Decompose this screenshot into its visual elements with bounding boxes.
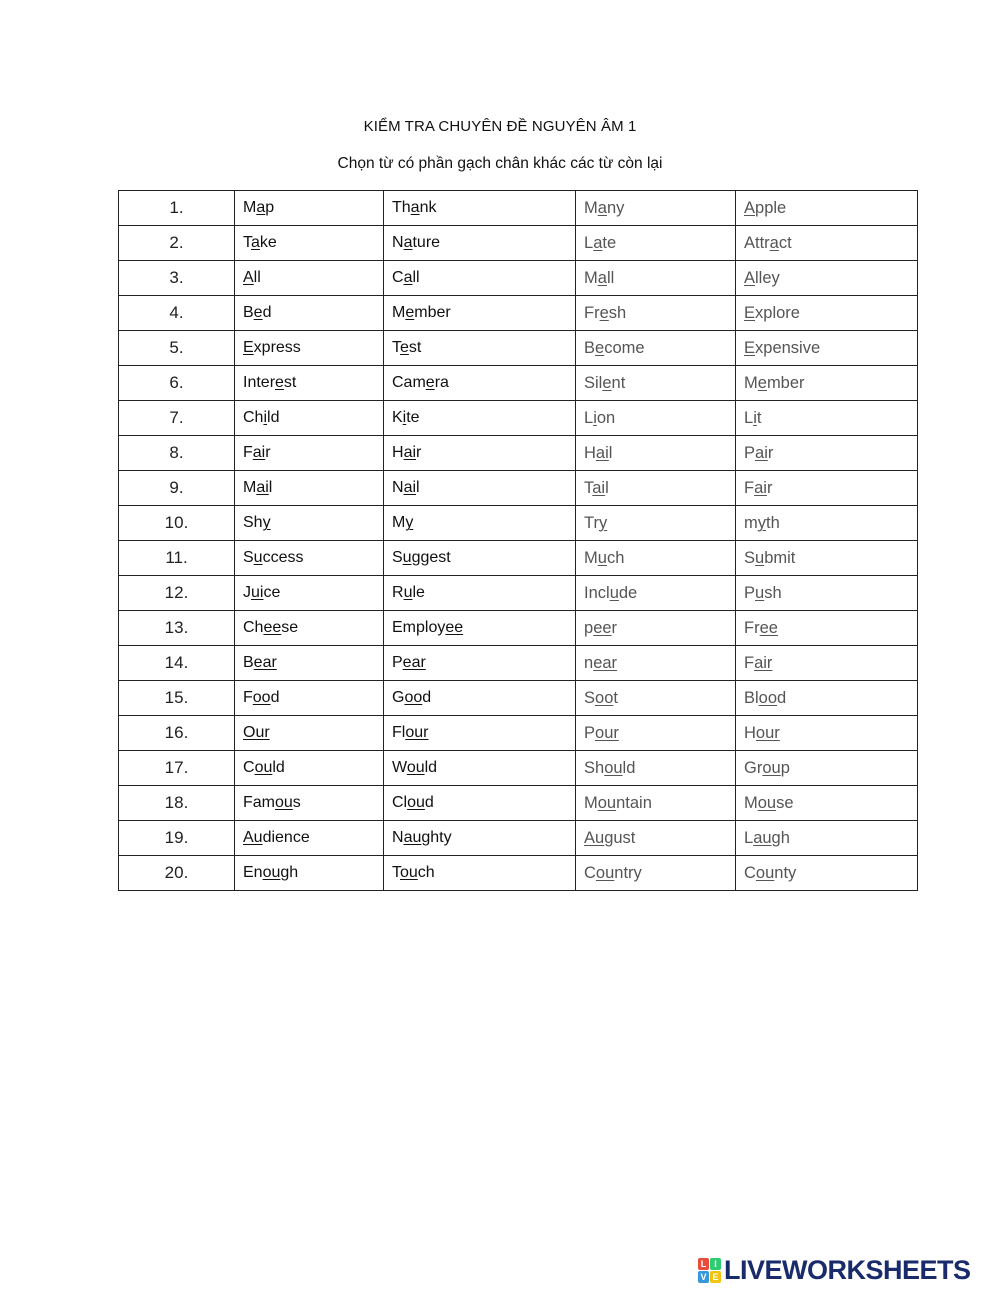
- word-text: Lit: [744, 408, 762, 427]
- word-text: Flour: [392, 724, 429, 741]
- word-text: Submit: [744, 548, 796, 567]
- page-title: KIỂM TRA CHUYÊN ĐỀ NGUYÊN ÂM 1: [363, 118, 637, 135]
- word-option-1[interactable]: [235, 331, 384, 366]
- word-text: My: [392, 514, 414, 531]
- word-text: near: [584, 653, 618, 672]
- underlined-vowel: oo: [404, 689, 423, 706]
- word-option-4[interactable]: [736, 821, 918, 856]
- page-subtitle: Chọn từ có phần gạch chân khác các từ còn lại: [337, 155, 663, 172]
- word-option-1[interactable]: [235, 296, 384, 331]
- word-option-1[interactable]: [235, 646, 384, 681]
- underlined-vowel: ou: [400, 864, 418, 881]
- question-number: 18.: [119, 786, 235, 821]
- word-text: Expensive: [744, 338, 821, 357]
- word-text: Fair: [744, 653, 773, 672]
- logo-text: LIVEWORKSHEETS: [724, 1254, 971, 1285]
- underlined-vowel: ee: [445, 619, 464, 636]
- underlined-vowel: i: [402, 409, 407, 426]
- question-number: 5.: [119, 331, 235, 366]
- word-text: Pour: [584, 723, 619, 742]
- underlined-vowel: A: [744, 198, 756, 217]
- underlined-vowel: ee: [759, 618, 778, 637]
- underlined-vowel: ou: [597, 793, 617, 812]
- word-option-2[interactable]: [384, 401, 576, 436]
- underlined-vowel: i: [753, 408, 757, 427]
- word-text: Take: [243, 234, 277, 251]
- logo-tile: E: [710, 1271, 721, 1283]
- word-option-4[interactable]: [736, 611, 918, 646]
- word-option-1[interactable]: [235, 401, 384, 436]
- word-option-4[interactable]: [736, 681, 918, 716]
- word-option-2[interactable]: [384, 821, 576, 856]
- question-number: 7.: [119, 401, 235, 436]
- word-option-1[interactable]: [235, 611, 384, 646]
- word-option-4[interactable]: [736, 191, 918, 226]
- word-option-2[interactable]: [384, 681, 576, 716]
- underlined-vowel: ai: [252, 444, 266, 461]
- underlined-vowel: y: [262, 514, 271, 531]
- underlined-vowel: e: [400, 339, 409, 356]
- word-text: peer: [584, 618, 618, 637]
- word-text: Lion: [584, 408, 616, 427]
- word-text: Mountain: [584, 793, 652, 812]
- underlined-vowel: e: [425, 374, 435, 391]
- word-option-4[interactable]: [736, 401, 918, 436]
- word-text: Food: [243, 689, 280, 706]
- word-text: Mall: [584, 268, 615, 287]
- word-option-2[interactable]: [384, 856, 576, 891]
- word-option-2[interactable]: [384, 576, 576, 611]
- word-text: Mail: [243, 479, 273, 496]
- word-option-4[interactable]: [736, 541, 918, 576]
- word-text: Juice: [243, 584, 281, 601]
- underlined-vowel: oo: [595, 688, 614, 707]
- underlined-vowel: a: [593, 233, 603, 252]
- underlined-vowel: e: [602, 373, 612, 392]
- word-option-4[interactable]: [736, 331, 918, 366]
- table-row: [119, 436, 918, 471]
- underlined-vowel: a: [597, 198, 607, 217]
- underlined-vowel: ai: [403, 444, 417, 461]
- word-text: Include: [584, 583, 638, 602]
- word-text: Attract: [744, 233, 792, 252]
- underlined-vowel: i: [593, 408, 597, 427]
- underlined-vowel: y: [405, 514, 414, 531]
- word-option-2[interactable]: [384, 716, 576, 751]
- word-option-2[interactable]: [384, 611, 576, 646]
- word-option-2[interactable]: [384, 261, 576, 296]
- underlined-vowel: u: [609, 583, 619, 602]
- table-row: [119, 191, 918, 226]
- vowel-quiz-table: [118, 190, 918, 891]
- word-option-4[interactable]: [736, 856, 918, 891]
- underlined-vowel: u: [755, 583, 765, 602]
- word-text: myth: [744, 513, 780, 532]
- question-number: 14.: [119, 646, 235, 681]
- word-option-1[interactable]: [235, 366, 384, 401]
- underlined-vowel: ai: [403, 479, 417, 496]
- underlined-vowel: ou: [406, 759, 425, 776]
- word-option-3[interactable]: [576, 716, 736, 751]
- word-text: Test: [392, 339, 422, 356]
- underlined-vowel: ou: [407, 794, 425, 811]
- word-option-1[interactable]: [235, 751, 384, 786]
- word-text: Cloud: [392, 794, 434, 811]
- word-option-4[interactable]: [736, 436, 918, 471]
- word-text: Member: [392, 304, 451, 321]
- logo-tile: V: [698, 1271, 709, 1283]
- word-option-2[interactable]: [384, 646, 576, 681]
- word-option-1[interactable]: [235, 541, 384, 576]
- word-option-2[interactable]: [384, 751, 576, 786]
- word-text: Late: [584, 233, 617, 252]
- word-option-1[interactable]: [235, 261, 384, 296]
- word-option-1[interactable]: [235, 576, 384, 611]
- underlined-vowel: our: [595, 723, 619, 742]
- word-text: Mouse: [744, 793, 794, 812]
- underlined-vowel: ai: [592, 478, 606, 497]
- question-number: 16.: [119, 716, 235, 751]
- word-option-2[interactable]: [384, 191, 576, 226]
- word-option-3[interactable]: [576, 296, 736, 331]
- word-option-4[interactable]: [736, 296, 918, 331]
- underlined-vowel: e: [253, 304, 263, 321]
- underlined-vowel: u: [253, 549, 263, 566]
- question-number: 10.: [119, 506, 235, 541]
- logo-tile: I: [710, 1258, 721, 1270]
- question-number: 11.: [119, 541, 235, 576]
- table-row: [119, 681, 918, 716]
- word-option-4[interactable]: [736, 576, 918, 611]
- word-text: Express: [243, 339, 301, 356]
- underlined-vowel: e: [405, 304, 415, 321]
- underlined-vowel: E: [744, 303, 756, 322]
- word-text: Pear: [392, 654, 426, 671]
- word-option-4[interactable]: [736, 506, 918, 541]
- word-text: August: [584, 828, 636, 847]
- underlined-vowel: ear: [253, 654, 277, 671]
- word-option-1[interactable]: [235, 786, 384, 821]
- table-row: [119, 401, 918, 436]
- question-number: 2.: [119, 226, 235, 261]
- underlined-vowel: u: [402, 549, 412, 566]
- underlined-vowel: au: [403, 829, 422, 846]
- table-row: [119, 506, 918, 541]
- question-number: 8.: [119, 436, 235, 471]
- underlined-vowel: ai: [595, 443, 609, 462]
- logo-tile: L: [698, 1258, 709, 1270]
- word-text: Naughty: [392, 829, 452, 846]
- word-option-2[interactable]: [384, 436, 576, 471]
- word-text: Thank: [392, 199, 437, 216]
- word-option-3[interactable]: [576, 226, 736, 261]
- underlined-vowel: ee: [593, 618, 612, 637]
- word-text: Audience: [243, 829, 310, 846]
- logo-mark-icon: [698, 1258, 721, 1283]
- word-option-3[interactable]: [576, 401, 736, 436]
- word-text: Kite: [392, 409, 420, 426]
- underlined-vowel: E: [243, 339, 254, 356]
- word-option-4[interactable]: [736, 786, 918, 821]
- underlined-vowel: our: [755, 723, 780, 742]
- table-row: [119, 296, 918, 331]
- word-option-2[interactable]: [384, 506, 576, 541]
- word-option-3[interactable]: [576, 191, 736, 226]
- table-row: [119, 471, 918, 506]
- underlined-vowel: a: [403, 269, 413, 286]
- word-option-4[interactable]: [736, 646, 918, 681]
- word-text: Tail: [584, 478, 609, 497]
- word-option-2[interactable]: [384, 541, 576, 576]
- underlined-vowel: Au: [243, 829, 263, 846]
- word-text: Hail: [584, 443, 613, 462]
- underlined-vowel: u: [403, 584, 413, 601]
- underlined-vowel: a: [769, 233, 779, 252]
- question-number: 4.: [119, 296, 235, 331]
- word-option-3[interactable]: [576, 436, 736, 471]
- word-option-1[interactable]: [235, 436, 384, 471]
- table-row: [119, 331, 918, 366]
- underlined-vowel: ai: [755, 443, 768, 462]
- underlined-vowel: ear: [402, 654, 426, 671]
- word-text: Good: [392, 689, 432, 706]
- underlined-vowel: ou: [262, 864, 281, 881]
- underlined-vowel: u: [597, 548, 607, 567]
- table-row: [119, 646, 918, 681]
- word-option-2[interactable]: [384, 226, 576, 261]
- underlined-vowel: a: [256, 199, 266, 216]
- word-text: Fair: [243, 444, 271, 461]
- word-option-1[interactable]: [235, 821, 384, 856]
- underlined-vowel: a: [597, 268, 607, 287]
- table-row: [119, 261, 918, 296]
- word-option-1[interactable]: [235, 856, 384, 891]
- word-text: Would: [392, 759, 438, 776]
- word-text: Much: [584, 548, 625, 567]
- underlined-vowel: ou: [755, 863, 775, 882]
- word-option-2[interactable]: [384, 331, 576, 366]
- underlined-vowel: ai: [754, 478, 767, 497]
- word-text: Touch: [392, 864, 435, 881]
- underlined-vowel: air: [754, 653, 773, 672]
- word-option-3[interactable]: [576, 576, 736, 611]
- table-row: [119, 751, 918, 786]
- word-text: Hair: [392, 444, 422, 461]
- underlined-vowel: ou: [757, 793, 777, 812]
- word-text: Should: [584, 758, 636, 777]
- underlined-vowel: ou: [275, 794, 293, 811]
- word-option-3[interactable]: [576, 471, 736, 506]
- underlined-vowel: a: [410, 199, 420, 216]
- word-text: Pair: [744, 443, 774, 462]
- word-option-3[interactable]: [576, 541, 736, 576]
- question-number: 12.: [119, 576, 235, 611]
- word-text: Map: [243, 199, 275, 216]
- underlined-vowel: e: [599, 303, 609, 322]
- underlined-vowel: y: [757, 513, 766, 532]
- word-option-4[interactable]: [736, 716, 918, 751]
- underlined-vowel: ou: [604, 758, 623, 777]
- word-text: Laugh: [744, 828, 790, 847]
- underlined-vowel: ui: [251, 584, 264, 601]
- word-text: All: [243, 269, 261, 286]
- word-text: Rule: [392, 584, 425, 601]
- word-text: Alley: [744, 268, 780, 287]
- word-text: Become: [584, 338, 645, 357]
- word-option-1[interactable]: [235, 506, 384, 541]
- word-option-2[interactable]: [384, 366, 576, 401]
- word-option-3[interactable]: [576, 821, 736, 856]
- word-option-2[interactable]: [384, 471, 576, 506]
- word-text: Enough: [243, 864, 299, 881]
- word-option-1[interactable]: [235, 191, 384, 226]
- question-number: 19.: [119, 821, 235, 856]
- word-option-4[interactable]: [736, 366, 918, 401]
- underlined-vowel: a: [403, 234, 413, 251]
- table-row: [119, 576, 918, 611]
- underlined-vowel: Our: [243, 724, 270, 741]
- word-option-4[interactable]: [736, 751, 918, 786]
- word-text: County: [744, 863, 797, 882]
- word-text: Bear: [243, 654, 277, 671]
- question-number: 6.: [119, 366, 235, 401]
- underlined-vowel: A: [744, 268, 756, 287]
- underlined-vowel: oo: [758, 688, 778, 707]
- word-text: Member: [744, 373, 805, 392]
- underlined-vowel: ee: [263, 619, 282, 636]
- word-text: Country: [584, 863, 642, 882]
- word-option-3[interactable]: [576, 751, 736, 786]
- word-text: Shy: [243, 514, 271, 531]
- question-number: 15.: [119, 681, 235, 716]
- question-number: 1.: [119, 191, 235, 226]
- word-text: Explore: [744, 303, 800, 322]
- underlined-vowel: A: [243, 269, 254, 286]
- word-text: Nature: [392, 234, 441, 251]
- underlined-vowel: e: [757, 373, 767, 392]
- word-option-3[interactable]: [576, 366, 736, 401]
- word-option-1[interactable]: [235, 226, 384, 261]
- underlined-vowel: ai: [256, 479, 269, 496]
- table-row: [119, 366, 918, 401]
- underlined-vowel: ear: [593, 653, 618, 672]
- word-text: Call: [392, 269, 420, 286]
- underlined-vowel: Au: [584, 828, 605, 847]
- underlined-vowel: oo: [252, 689, 271, 706]
- word-text: Employee: [392, 619, 464, 636]
- word-text: Nail: [392, 479, 420, 496]
- table-row: [119, 821, 918, 856]
- word-text: Famous: [243, 794, 301, 811]
- word-text: Hour: [744, 723, 780, 742]
- table-row: [119, 856, 918, 891]
- question-number: 20.: [119, 856, 235, 891]
- word-option-2[interactable]: [384, 786, 576, 821]
- word-option-1[interactable]: [235, 471, 384, 506]
- underlined-vowel: ou: [254, 759, 273, 776]
- underlined-vowel: ou: [595, 863, 615, 882]
- table-row: [119, 786, 918, 821]
- question-number: 17.: [119, 751, 235, 786]
- word-text: Bed: [243, 304, 272, 321]
- underlined-vowel: y: [598, 513, 608, 532]
- word-text: Fair: [744, 478, 773, 497]
- word-text: Camera: [392, 374, 449, 391]
- question-number: 9.: [119, 471, 235, 506]
- underlined-vowel: i: [263, 409, 268, 426]
- underlined-vowel: ou: [762, 758, 781, 777]
- word-option-3[interactable]: [576, 261, 736, 296]
- word-text: Child: [243, 409, 280, 426]
- word-text: Silent: [584, 373, 626, 392]
- underlined-vowel: e: [275, 374, 284, 391]
- word-option-3[interactable]: [576, 856, 736, 891]
- word-text: Many: [584, 198, 625, 217]
- table-row: [119, 226, 918, 261]
- word-option-3[interactable]: [576, 681, 736, 716]
- word-text: Push: [744, 583, 782, 602]
- word-text: Suggest: [392, 549, 451, 566]
- word-text: Free: [744, 618, 778, 637]
- word-text: [243, 724, 270, 741]
- word-text: Group: [744, 758, 790, 777]
- word-text: Blood: [744, 688, 787, 707]
- word-text: Interest: [243, 374, 297, 391]
- word-option-1[interactable]: [235, 681, 384, 716]
- word-option-3[interactable]: [576, 506, 736, 541]
- table-row: [119, 611, 918, 646]
- word-option-2[interactable]: [384, 296, 576, 331]
- question-number: 13.: [119, 611, 235, 646]
- word-text: Soot: [584, 688, 618, 707]
- table-row: [119, 541, 918, 576]
- underlined-vowel: au: [753, 828, 772, 847]
- underlined-vowel: E: [744, 338, 756, 357]
- word-option-4[interactable]: [736, 226, 918, 261]
- underlined-vowel: a: [251, 234, 260, 251]
- word-option-3[interactable]: [576, 611, 736, 646]
- underlined-vowel: u: [755, 548, 765, 567]
- word-option-3[interactable]: [576, 786, 736, 821]
- table-row: [119, 716, 918, 751]
- word-text: Success: [243, 549, 304, 566]
- word-text: Apple: [744, 198, 787, 217]
- word-text: Fresh: [584, 303, 627, 322]
- word-option-3[interactable]: [576, 331, 736, 366]
- question-number: 3.: [119, 261, 235, 296]
- liveworksheets-logo: [698, 1256, 971, 1284]
- word-option-4[interactable]: [736, 261, 918, 296]
- underlined-vowel: e: [595, 338, 605, 357]
- word-text: Try: [584, 513, 608, 532]
- underlined-vowel: our: [405, 724, 429, 741]
- word-text: Could: [243, 759, 285, 776]
- word-option-4[interactable]: [736, 471, 918, 506]
- word-option-3[interactable]: [576, 646, 736, 681]
- word-option-1[interactable]: [235, 716, 384, 751]
- word-text: Cheese: [243, 619, 299, 636]
